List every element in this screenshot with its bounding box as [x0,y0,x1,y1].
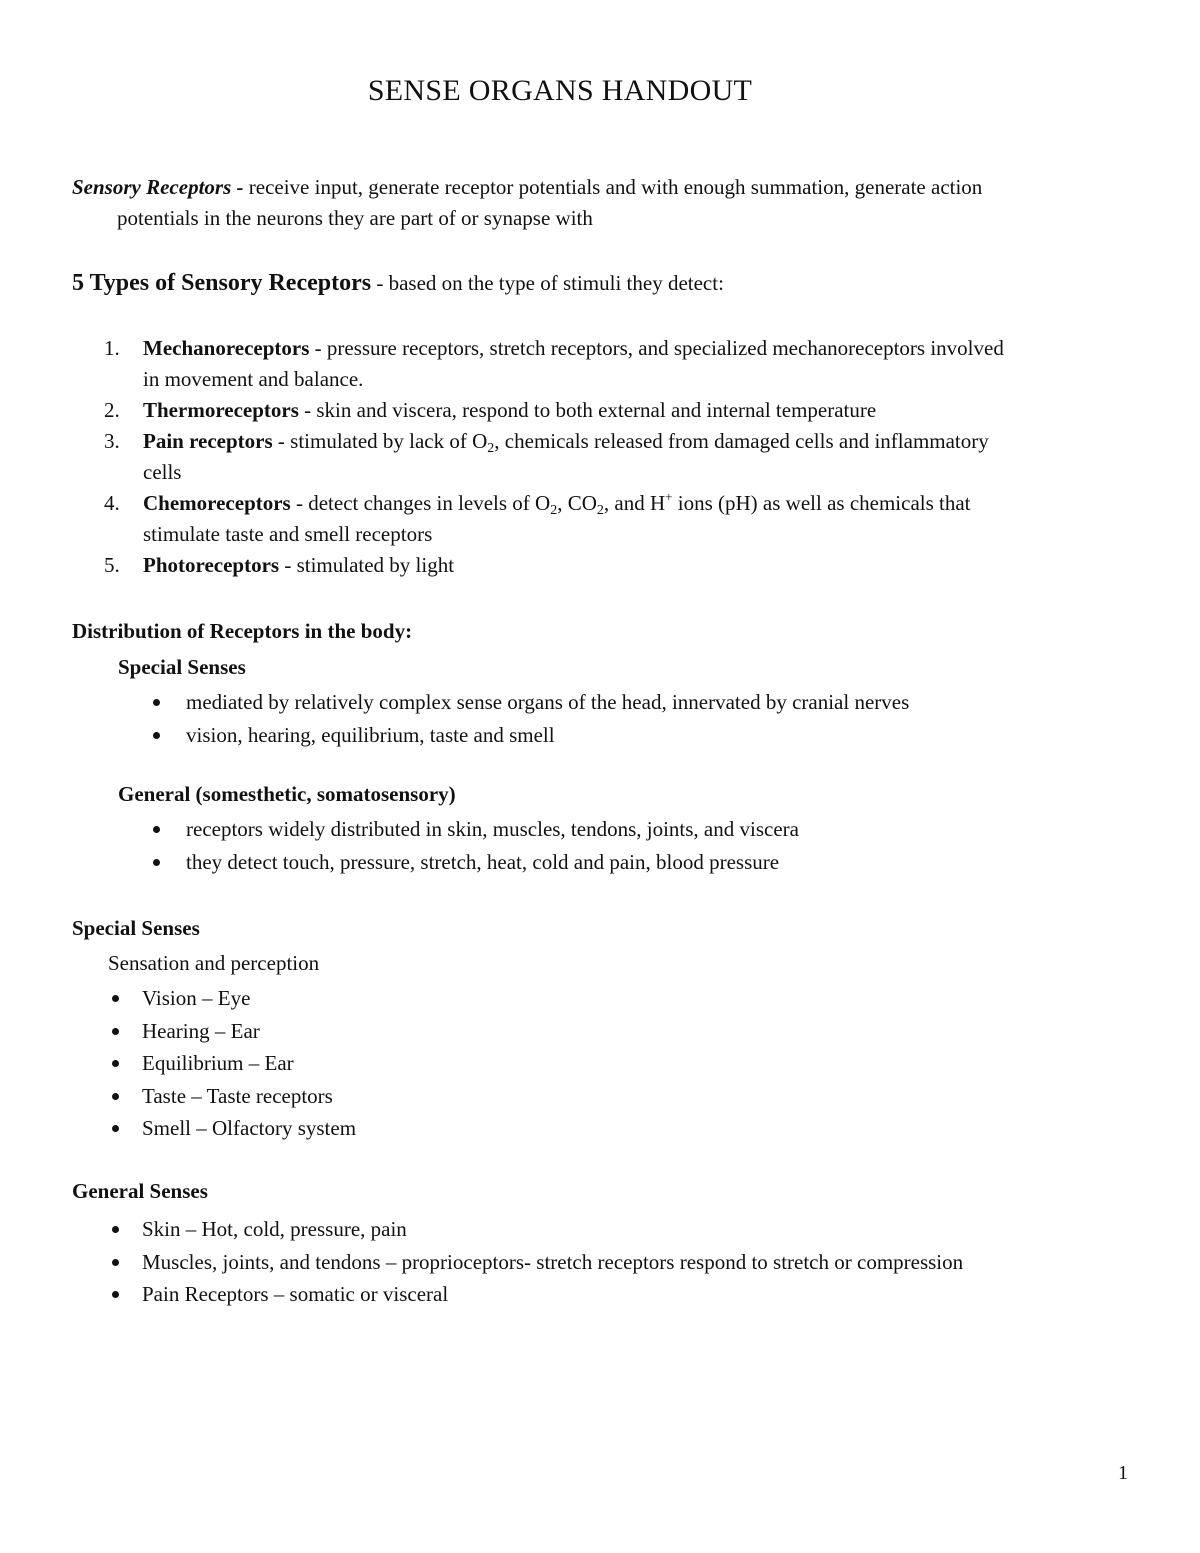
list-number: 5. [104,553,120,577]
item-line [143,336,1004,360]
bullet-text: they detect touch, pressure, stretch, heat, cold and pain, blood pressure [186,849,780,874]
types-heading-line [72,268,724,299]
special-senses-subheading: Special Senses [118,655,246,679]
bullet-text: receptors widely distributed in skin, muscles, tendons, joints, and viscera [186,817,799,841]
item-desc: ions (pH) as well as chemicals that [672,491,971,515]
list-item [152,686,1152,719]
item-line [143,489,971,518]
bullet-text: mediated by relatively complex sense organs of the head, innervated by cranial nerves [186,690,910,714]
item-desc: , and H [603,491,666,515]
page-title: SENSE ORGANS HANDOUT [367,74,753,107]
general-senses-heading: General Senses [72,1179,208,1203]
bullet-icon [112,1060,119,1067]
list-item [110,1246,1150,1279]
list-item [110,1112,1150,1145]
bullet-icon [112,995,119,1002]
general-subheading: General (somesthetic, somatosensory) [118,782,456,806]
bullet-text: vision, hearing, equilibrium, taste and smell [186,722,555,747]
list-item [152,719,1152,752]
list-number: 2. [104,398,120,422]
list-item [110,1213,1150,1246]
superscript: + [665,489,673,504]
item-desc: - stimulated by lack of O [272,429,488,453]
list-item [72,550,1132,581]
item-term: Mechanoreceptors [143,336,310,360]
bullet-text: Equilibrium – Ear [142,1051,294,1075]
item-line [143,553,454,577]
bullet-text: Muscles, joints, and tendons – proprioceptors- stretch receptors respond to stretch or compression [142,1249,964,1274]
special-senses-list [110,982,1150,1145]
bullet-icon [112,1093,119,1100]
list-number: 1. [104,336,120,360]
item-desc: - stimulated by light [279,553,455,577]
bullet-text: Hearing – Ear [142,1018,260,1043]
bullet-text: Taste – Taste receptors [142,1083,333,1108]
list-item [152,846,1152,879]
bullet-text: Pain Receptors – somatic or visceral [142,1282,449,1306]
bullet-icon [112,1028,119,1035]
item-term: Thermoreceptors [143,398,299,422]
receptor-types-list [72,333,1132,581]
bullet-text: Smell – Olfactory system [142,1116,357,1140]
special-senses-bullets [152,686,1152,751]
list-item [110,1080,1150,1113]
intro-term: Sensory Receptors - [72,175,244,199]
intro-paragraph [72,172,1132,234]
item-term: Pain receptors [143,429,273,453]
bullet-icon [112,1291,119,1298]
list-item [110,1047,1150,1080]
item-desc: - detect changes in levels of O [290,491,551,515]
item-term: Photoreceptors [143,553,280,577]
page-number: 1 [1118,1462,1128,1484]
subscript: 2 [596,503,604,518]
special-senses-subtitle: Sensation and perception [108,951,320,975]
list-item [72,426,1132,488]
item-desc: , CO [557,491,597,515]
item-line [143,429,989,456]
item-desc-cont: cells [143,460,182,484]
list-item [110,1015,1150,1048]
item-desc: - skin and viscera, respond to both external and internal temperature [298,398,877,422]
item-desc-cont: stimulate taste and smell receptors [143,522,433,546]
bullet-icon [153,699,160,706]
list-item [110,982,1150,1015]
intro-line-2: potentials in the neurons they are part of or synapse with [117,206,593,230]
list-item [152,813,1152,846]
types-heading-rest: - based on the type of stimuli they detect: [371,271,724,295]
bullet-icon [112,1259,119,1266]
bullet-icon [112,1125,119,1132]
item-desc-cont: in movement and balance. [143,367,364,391]
item-desc: - pressure receptors, stretch receptors, and specialized mechanoreceptors involved [309,336,1004,360]
list-item [110,1278,1150,1311]
intro-line-1 [72,172,1132,203]
bullet-icon [112,1226,119,1233]
item-desc: , chemicals released from damaged cells and inflammatory [494,429,989,453]
distribution-heading: Distribution of Receptors in the body: [72,619,413,643]
list-number: 3. [104,429,120,453]
item-term: Chemoreceptors [143,491,291,515]
bullet-icon [153,826,160,833]
bullet-icon [153,859,160,866]
subscript: 2 [487,441,495,456]
special-senses-heading: Special Senses [72,916,200,940]
list-item [72,395,1132,426]
list-item [72,333,1132,395]
types-heading: 5 Types of Sensory Receptors [72,270,372,296]
list-number: 4. [104,491,120,515]
bullet-icon [153,732,160,739]
general-bullets [152,813,1152,878]
bullet-text: Vision – Eye [142,986,251,1010]
subscript: 2 [550,503,558,518]
general-senses-list [110,1213,1150,1311]
bullet-text: Skin – Hot, cold, pressure, pain [142,1217,407,1241]
list-item [72,488,1132,550]
intro-text-1: receive input, generate receptor potentials and with enough summation, generate action [243,175,983,199]
item-line [143,398,876,422]
